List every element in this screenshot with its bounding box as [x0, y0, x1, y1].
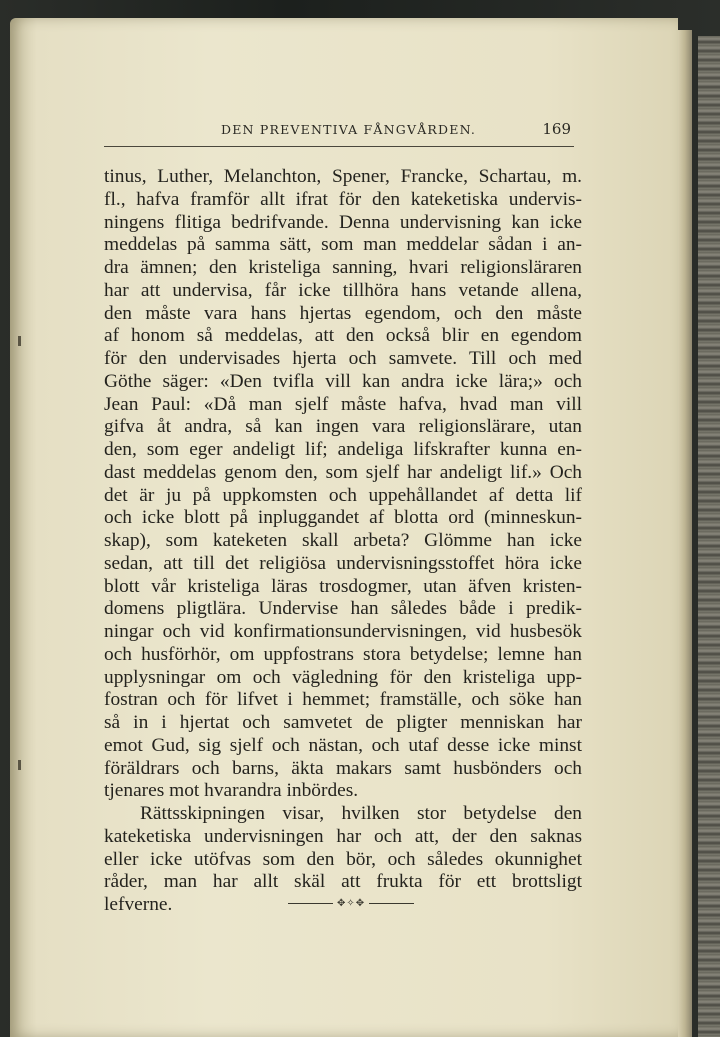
text-line: ningens flitiga bedrifvande. Denna undervisning kan icke: [104, 211, 582, 233]
text-line: föräldrars och barns, äkta makars samt husbönders och: [104, 757, 582, 779]
text-line: dast meddelas genom den, som sjelf har andeligt lif.» Och: [104, 461, 582, 483]
text-line: dra ämnen; den kristeliga sanning, hvari religionsläraren: [104, 257, 582, 278]
text-line: meddelas på samma sätt, som man meddelar sådan i an-: [104, 234, 582, 256]
text-line: så in i hjertat och samvetet de pligter menniskan har: [104, 712, 582, 733]
page-stack-edge: [678, 30, 692, 1037]
text-line: har att undervisa, får icke tillhöra hans vetande allena,: [104, 279, 582, 301]
text-line: råder, man har allt skäl att frukta för ett brottsligt: [104, 871, 582, 893]
ornament-glyph: ✥✧✥: [336, 898, 366, 909]
text-line: och icke blott på inpluggandet af blotta ord (minneskun-: [104, 507, 582, 529]
margin-mark: [18, 336, 21, 346]
ornament-rule-right: [369, 903, 414, 904]
text-line: kateketiska undervisningen har och att, der den saknas: [104, 825, 582, 847]
text-line: lefverne.: [104, 894, 173, 915]
text-line: och husförhör, om uppfostrans stora betydelse; lemne han: [104, 643, 582, 665]
text-line: tinus, Luther, Melanchton, Spener, Francke, Schartau, m.: [104, 166, 582, 187]
text-line: gifva åt andra, så kan ingen vara religionslärare, utan: [104, 416, 582, 438]
text-line: Göthe säger: «Den tvifla vill kan andra icke lära;» och: [104, 370, 582, 392]
text-line: den, som eger andeligt lif; andeliga lifskrafter kunna en-: [104, 439, 582, 460]
text-line: för den undervisades hjerta och samvete. Till och med: [104, 348, 582, 369]
section-end-ornament: [288, 898, 414, 909]
ornament-rule-left: [288, 903, 333, 904]
text-line: upplysningar om och vägledning för den kristeliga upp-: [104, 666, 582, 688]
book-fore-edge: [698, 36, 720, 1037]
body-text: [104, 166, 582, 917]
text-line: Rättsskipningen visar, hvilken stor betydelse den: [140, 803, 582, 824]
text-line: eller icke utöfvas som den bör, och således okunnighet: [104, 848, 582, 870]
text-line: Jean Paul: «Då man sjelf måste hafva, hvad man vill: [104, 393, 582, 415]
margin-mark: [18, 760, 21, 770]
text-line: blott vår kristeliga läras trosdogmer, utan äfven kristen-: [104, 575, 582, 597]
text-line: fostran och för lifvet i hemmet; framställe, och söke han: [104, 689, 582, 711]
text-line: tjenares mot hvarandra inbördes.: [104, 780, 359, 802]
text-line: skap), som kateketen skall arbeta? Glömme han icke: [104, 530, 582, 551]
text-line: af honom så meddelas, att den också blir en egendom: [104, 325, 582, 347]
text-line: det är ju på uppkomsten och uppehållandet af detta lif: [104, 484, 582, 506]
text-line: ningar och vid konfirmationsundervisningen, vid husbesök: [104, 621, 582, 642]
running-head-title: DEN PREVENTIVA FÅNGVÅRDEN.: [221, 122, 477, 137]
page-number: 169: [542, 120, 571, 138]
text-line: sedan, att till det religiösa undervisningsstoffet höra icke: [104, 552, 582, 574]
header-rule: [104, 146, 574, 147]
text-line: fl., hafva framför allt ifrat för den kateketiska undervis-: [104, 188, 582, 210]
running-header: [221, 120, 571, 138]
text-line: domens pligtlära. Undervise han således både i predik-: [104, 598, 582, 620]
text-line: den måste vara hans hjertas egendom, och den måste: [104, 302, 582, 324]
text-line: emot Gud, sig sjelf och nästan, och utaf desse icke minst: [104, 734, 582, 756]
